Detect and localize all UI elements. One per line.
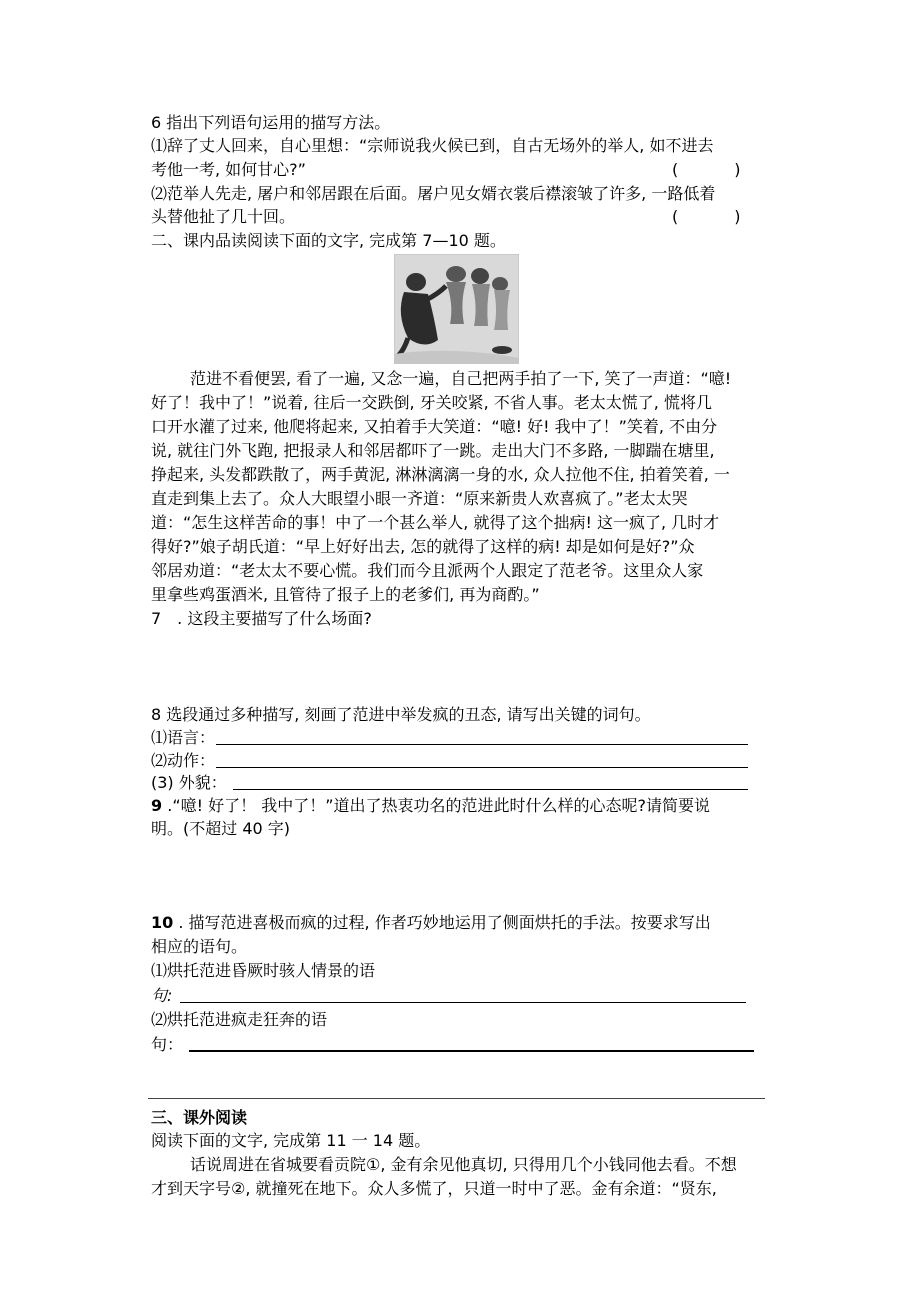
q10-item2-label: ⑵烘托范进疯走狂奔的语 (151, 1010, 328, 1029)
section3-heading: 三、课外阅读 (151, 1108, 248, 1127)
passage-line: 里拿些鸡蛋酒米, 且管待了报子上的老爹们, 再为商酌。” (151, 585, 540, 604)
section3-passage-line: 才到天字号②, 就撞死在地下。众人多慌了，只道一时中了恶。金有余道：“贤东, (151, 1179, 717, 1198)
q10-item1-label: ⑴烘托范进昏厥时骇人情景的语 (151, 961, 376, 980)
passage-line: 口开水灌了过来, 他爬将起来, 又拍着手大笑道：“噫! 好! 我中了！”笑着, 不由分 (151, 417, 718, 436)
q10-item1-label-cont: 句: (151, 986, 173, 1005)
passage-line: 邻居劝道：“老太太不要心慌。我们而今且派两个人跟定了范老爷。这里众人家 (151, 561, 704, 580)
q10-item2-label-cont: 句： (151, 1035, 184, 1054)
section3-intro: 阅读下面的文字, 完成第 11 一 14 题。 (151, 1131, 431, 1150)
fan-jin-illustration (394, 254, 519, 364)
q6-item1-line1: ⑴辞了丈人回来，自心里想：“宗师说我火候已到，自古无场外的举人, 如不进去 (151, 136, 714, 155)
q7-prompt: 7 . 这段主要描写了什么场面? (151, 609, 372, 628)
q6-item1-line2: 考他一考, 如何甘心?” (151, 160, 306, 179)
q10-item1-answer-line[interactable] (180, 1002, 746, 1003)
passage-line: 得好?”娘子胡氏道：“早上好好出去, 怎的就得了这样的病! 却是如何是好?”众 (151, 537, 695, 556)
q8-item2-answer-line[interactable] (216, 767, 748, 768)
q7-answer-area[interactable] (151, 634, 751, 694)
passage-line: 说, 就往门外飞跑, 把报录人和邻居都吓了一跳。走出大门不多路, 一脚踹在塘里, (151, 441, 715, 460)
q6-title: 6 指出下列语句运用的描写方法。 (151, 113, 391, 132)
passage-line: 范进不看便罢, 看了一遍, 又念一遍，自己把两手拍了一下, 笑了一声道：“噫! (190, 369, 732, 388)
q9-answer-area[interactable] (151, 845, 751, 900)
q6-item2-line2: 头替他扯了几十回。 (151, 207, 296, 226)
q10-number: 10 (151, 913, 174, 932)
q8-prompt: 8 选段通过多种描写, 刻画了范进中举发疯的丑态, 请写出关键的词句。 (151, 705, 651, 724)
q9-prompt-line1 (151, 795, 710, 817)
passage-line: 好了！我中了！”说着, 往后一交跌倒, 牙关咬紧, 不省人事。老太太慌了, 慌将几 (151, 393, 712, 412)
q8-item1-label: ⑴语言： (151, 728, 216, 747)
passage-line: 直走到集上去了。众人大眼望小眼一齐道：“原来新贵人欢喜疯了。”老太太哭 (151, 489, 688, 508)
passage-line: 道：“怎生这样苦命的事！中了一个甚么举人, 就得了这个拙病! 这一疯了, 几时才 (151, 513, 720, 532)
q9-text: .“噫! 好了！ 我中了！”道出了热衷功名的范进此时什么样的心态呢?请简要说 (162, 796, 710, 815)
passage-line: 挣起来, 头发都跌散了，两手黄泥, 淋淋漓漓一身的水, 众人拉他不住, 拍着笑着, 一 (151, 465, 730, 484)
section2-heading: 二、课内品读阅读下面的文字, 完成第 7—10 题。 (151, 231, 506, 250)
q8-item3-label: (3) 外貌： (151, 773, 227, 792)
q9-prompt-line2: 明。(不超过 40 字) (151, 819, 291, 838)
q10-prompt-line2: 相应的语句。 (151, 937, 248, 956)
q8-item2-label: ⑵动作： (151, 751, 216, 770)
q10-text: . 描写范进喜极而疯的过程, 作者巧妙地运用了侧面烘托的手法。按要求写出 (173, 913, 711, 932)
q6-item1-answer-blank[interactable]: ( ) (672, 160, 741, 179)
q8-item3-answer-line[interactable] (233, 789, 748, 790)
section-divider (148, 1098, 765, 1099)
section3-passage-line: 话说周进在省城要看贡院①, 金有余见他真切, 只得用几个小钱同他去看。不想 (190, 1155, 737, 1174)
q8-item1-answer-line[interactable] (216, 744, 748, 745)
q6-item2-answer-blank[interactable]: ( ) (672, 207, 741, 226)
q6-item2-line1: ⑵范举人先走, 屠户和邻居跟在后面。屠户见女婿衣裳后襟滚皱了许多, 一路低着 (151, 184, 716, 203)
q10-prompt-line1 (151, 912, 711, 934)
q9-number: 9 (151, 796, 163, 815)
q10-item2-answer-line[interactable] (189, 1050, 754, 1052)
